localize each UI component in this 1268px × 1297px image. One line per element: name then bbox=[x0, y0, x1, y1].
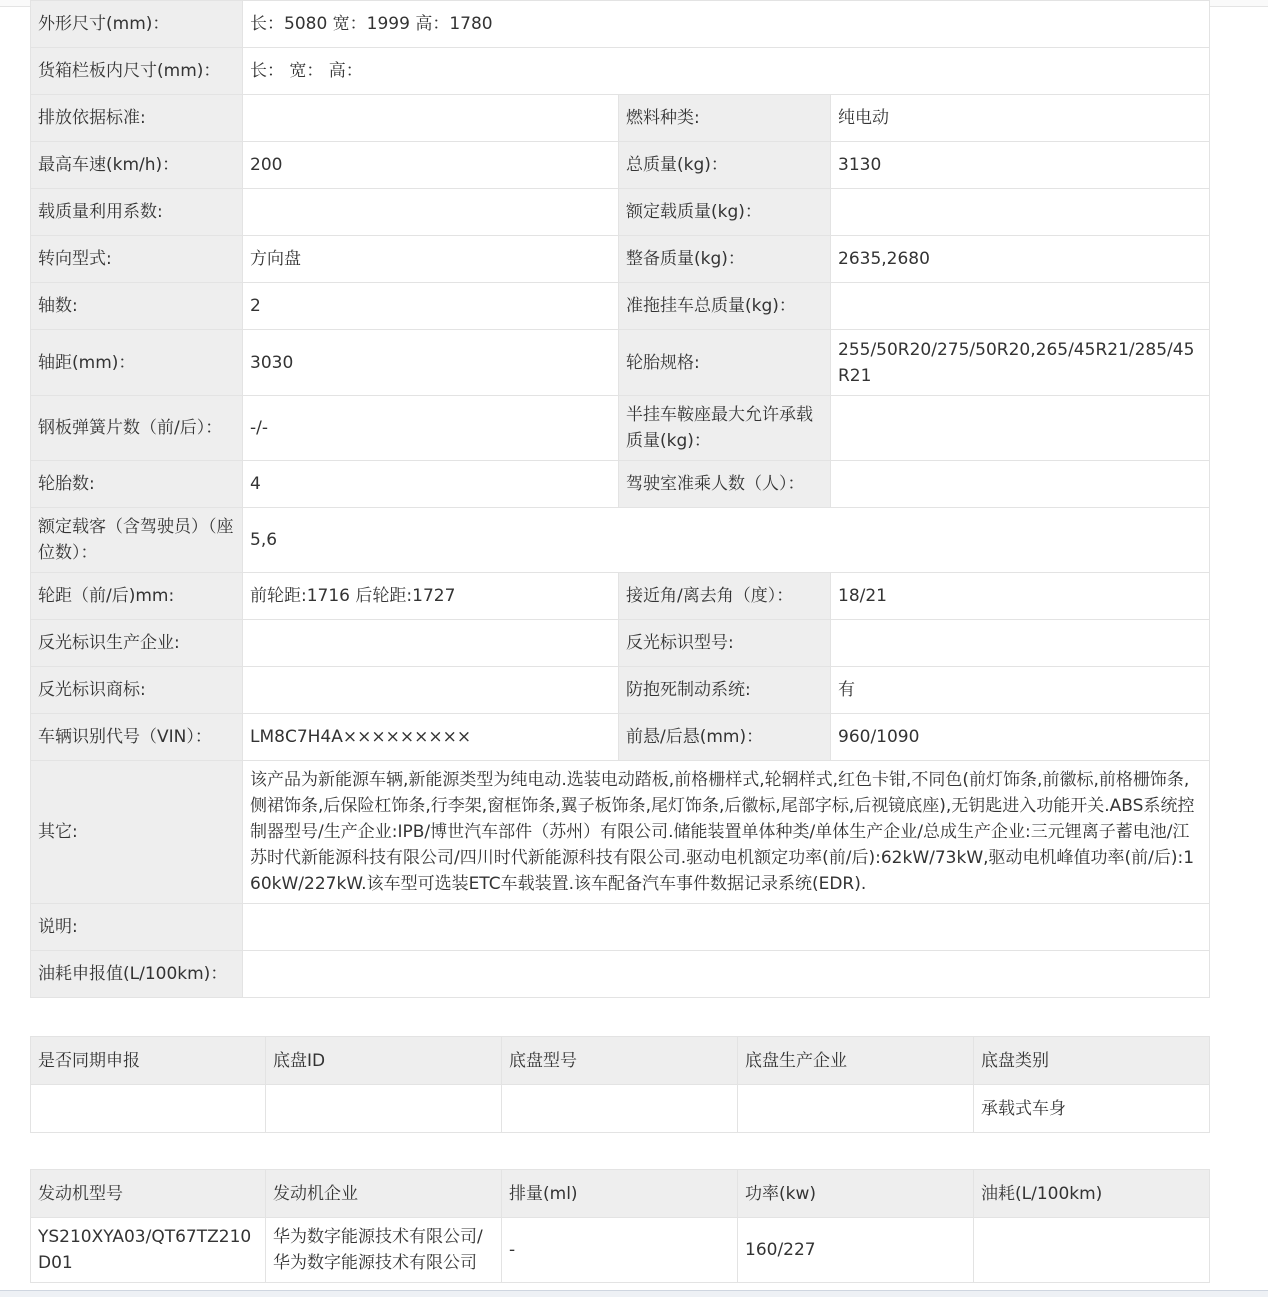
row-vin bbox=[31, 714, 1210, 761]
row-spring bbox=[31, 396, 1210, 461]
engine-header-cell: 油耗(L/100km) bbox=[974, 1170, 1210, 1218]
other-label: 其它: bbox=[31, 761, 243, 904]
total-mass-value: 3130 bbox=[831, 142, 1210, 189]
row-dimensions bbox=[31, 1, 1210, 48]
trailer-mass-value bbox=[831, 283, 1210, 330]
row-tires bbox=[31, 461, 1210, 508]
engine-header-cell: 功率(kw) bbox=[738, 1170, 974, 1218]
overhang-label: 前悬/后悬(mm)： bbox=[619, 714, 831, 761]
vin-label: 车辆识别代号（VIN）： bbox=[31, 714, 243, 761]
wheelbase-value: 3030 bbox=[243, 330, 619, 396]
load-coef-value bbox=[243, 189, 619, 236]
engine-cell: YS210XYA03/QT67TZ210D01 bbox=[31, 1218, 266, 1283]
track-value: 前轮距:1716 后轮距:1727 bbox=[243, 573, 619, 620]
tires-value: 4 bbox=[243, 461, 619, 508]
spring-label: 钢板弹簧片数（前/后）： bbox=[31, 396, 243, 461]
load-coef-label: 载质量利用系数: bbox=[31, 189, 243, 236]
curb-mass-value: 2635,2680 bbox=[831, 236, 1210, 283]
cab-passengers-label: 驾驶室准乘人数（人）： bbox=[619, 461, 831, 508]
chassis-header-row bbox=[31, 1037, 1210, 1085]
vehicle-spec-table bbox=[30, 0, 1210, 998]
passengers-label: 额定载客（含驾驶员）（座位数）： bbox=[31, 508, 243, 573]
tire-spec-value: 255/50R20/275/50R20,265/45R21/285/45R21 bbox=[831, 330, 1210, 396]
curb-mass-label: 整备质量(kg)： bbox=[619, 236, 831, 283]
cargo-label: 货箱栏板内尺寸(mm)： bbox=[31, 48, 243, 95]
engine-cell: 华为数字能源技术有限公司/华为数字能源技术有限公司 bbox=[266, 1218, 502, 1283]
reflector-brand-value bbox=[243, 667, 619, 714]
reflector-model-value bbox=[831, 620, 1210, 667]
row-speed bbox=[31, 142, 1210, 189]
reflector-brand-label: 反光标识商标: bbox=[31, 667, 243, 714]
reflector-model-label: 反光标识型号: bbox=[619, 620, 831, 667]
tires-label: 轮胎数: bbox=[31, 461, 243, 508]
row-other bbox=[31, 761, 1210, 904]
row-fuel-consumption bbox=[31, 951, 1210, 998]
note-value bbox=[243, 904, 1210, 951]
dimensions-value: 长：5080 宽：1999 高：1780 bbox=[243, 1, 1210, 48]
saddle-label: 半挂车鞍座最大允许承载质量(kg)： bbox=[619, 396, 831, 461]
engine-cell bbox=[974, 1218, 1210, 1283]
engine-header-row bbox=[31, 1170, 1210, 1218]
chassis-header-cell: 底盘类别 bbox=[974, 1037, 1210, 1085]
chassis-cell bbox=[31, 1085, 266, 1133]
chassis-cell bbox=[266, 1085, 502, 1133]
dimensions-label: 外形尺寸(mm)： bbox=[31, 1, 243, 48]
row-load bbox=[31, 189, 1210, 236]
fuel-consumption-label: 油耗申报值(L/100km)： bbox=[31, 951, 243, 998]
chassis-header-cell: 是否同期申报 bbox=[31, 1037, 266, 1085]
vin-value: LM8C7H4A××××××××× bbox=[243, 714, 619, 761]
saddle-value bbox=[831, 396, 1210, 461]
rated-load-label: 额定载质量(kg)： bbox=[619, 189, 831, 236]
note-label: 说明: bbox=[31, 904, 243, 951]
trailer-mass-label: 准拖挂车总质量(kg)： bbox=[619, 283, 831, 330]
row-cargo bbox=[31, 48, 1210, 95]
engine-header-cell: 发动机企业 bbox=[266, 1170, 502, 1218]
row-emission bbox=[31, 95, 1210, 142]
fuel-label: 燃料种类: bbox=[619, 95, 831, 142]
table-row bbox=[31, 1218, 1210, 1283]
abs-value: 有 bbox=[831, 667, 1210, 714]
row-steering bbox=[31, 236, 1210, 283]
chassis-cell: 承载式车身 bbox=[974, 1085, 1210, 1133]
row-track bbox=[31, 573, 1210, 620]
row-reflector bbox=[31, 620, 1210, 667]
chassis-header-cell: 底盘型号 bbox=[502, 1037, 738, 1085]
rated-load-value bbox=[831, 189, 1210, 236]
steering-value: 方向盘 bbox=[243, 236, 619, 283]
other-value: 该产品为新能源车辆,新能源类型为纯电动.选装电动踏板,前格栅样式,轮辋样式,红色卡钳,不同色(前灯饰条,前徽标,前格栅饰条,侧裙饰条,后保险杠饰条,行李架,窗框饰条,翼子板饰条,尾灯饰条,后徽标,尾部字标,后视镜底座),无钥匙进入功能开关.ABS系统控制器型号/生产企业:IPB/博世汽车部件（苏州）有限公司.储能装置单体种类/单体生产企业/总成生产企业:三元锂离子蓄电池/江苏时代新能源科技有限公司/四川时代新能源科技有限公司.驱动电机额定功率(前/后):62kW/73kW,驱动电机峰值功率(前/后):160kW/227kW.该车型可选装ETC车载装置.该车配备汽车事件数据记录系统(EDR). bbox=[243, 761, 1210, 904]
row-reflector-brand bbox=[31, 667, 1210, 714]
tire-spec-label: 轮胎规格: bbox=[619, 330, 831, 396]
spring-value: -/- bbox=[243, 396, 619, 461]
reflector-maker-value bbox=[243, 620, 619, 667]
passengers-value: 5,6 bbox=[243, 508, 1210, 573]
table-row bbox=[31, 1085, 1210, 1133]
cab-passengers-value bbox=[831, 461, 1210, 508]
chassis-cell bbox=[502, 1085, 738, 1133]
track-label: 轮距（前/后)mm: bbox=[31, 573, 243, 620]
overhang-value: 960/1090 bbox=[831, 714, 1210, 761]
row-wheelbase bbox=[31, 330, 1210, 396]
emission-value bbox=[243, 95, 619, 142]
chassis-header-cell: 底盘ID bbox=[266, 1037, 502, 1085]
row-axles bbox=[31, 283, 1210, 330]
speed-label: 最高车速(km/h)： bbox=[31, 142, 243, 189]
chassis-cell bbox=[738, 1085, 974, 1133]
row-passengers bbox=[31, 508, 1210, 573]
speed-value: 200 bbox=[243, 142, 619, 189]
chassis-header-cell: 底盘生产企业 bbox=[738, 1037, 974, 1085]
angle-value: 18/21 bbox=[831, 573, 1210, 620]
cargo-value: 长： 宽： 高： bbox=[243, 48, 1210, 95]
axles-value: 2 bbox=[243, 283, 619, 330]
engine-table bbox=[30, 1169, 1210, 1283]
engine-header-cell: 排量(ml) bbox=[502, 1170, 738, 1218]
total-mass-label: 总质量(kg)： bbox=[619, 142, 831, 189]
abs-label: 防抱死制动系统: bbox=[619, 667, 831, 714]
reflector-maker-label: 反光标识生产企业: bbox=[31, 620, 243, 667]
angle-label: 接近角/离去角（度）： bbox=[619, 573, 831, 620]
wheelbase-label: 轴距(mm)： bbox=[31, 330, 243, 396]
axles-label: 轴数: bbox=[31, 283, 243, 330]
engine-cell: 160/227 bbox=[738, 1218, 974, 1283]
steering-label: 转向型式: bbox=[31, 236, 243, 283]
emission-label: 排放依据标准: bbox=[31, 95, 243, 142]
engine-header-cell: 发动机型号 bbox=[31, 1170, 266, 1218]
row-note bbox=[31, 904, 1210, 951]
engine-cell: - bbox=[502, 1218, 738, 1283]
chassis-table bbox=[30, 1036, 1210, 1133]
fuel-consumption-value bbox=[243, 951, 1210, 998]
fuel-value: 纯电动 bbox=[831, 95, 1210, 142]
